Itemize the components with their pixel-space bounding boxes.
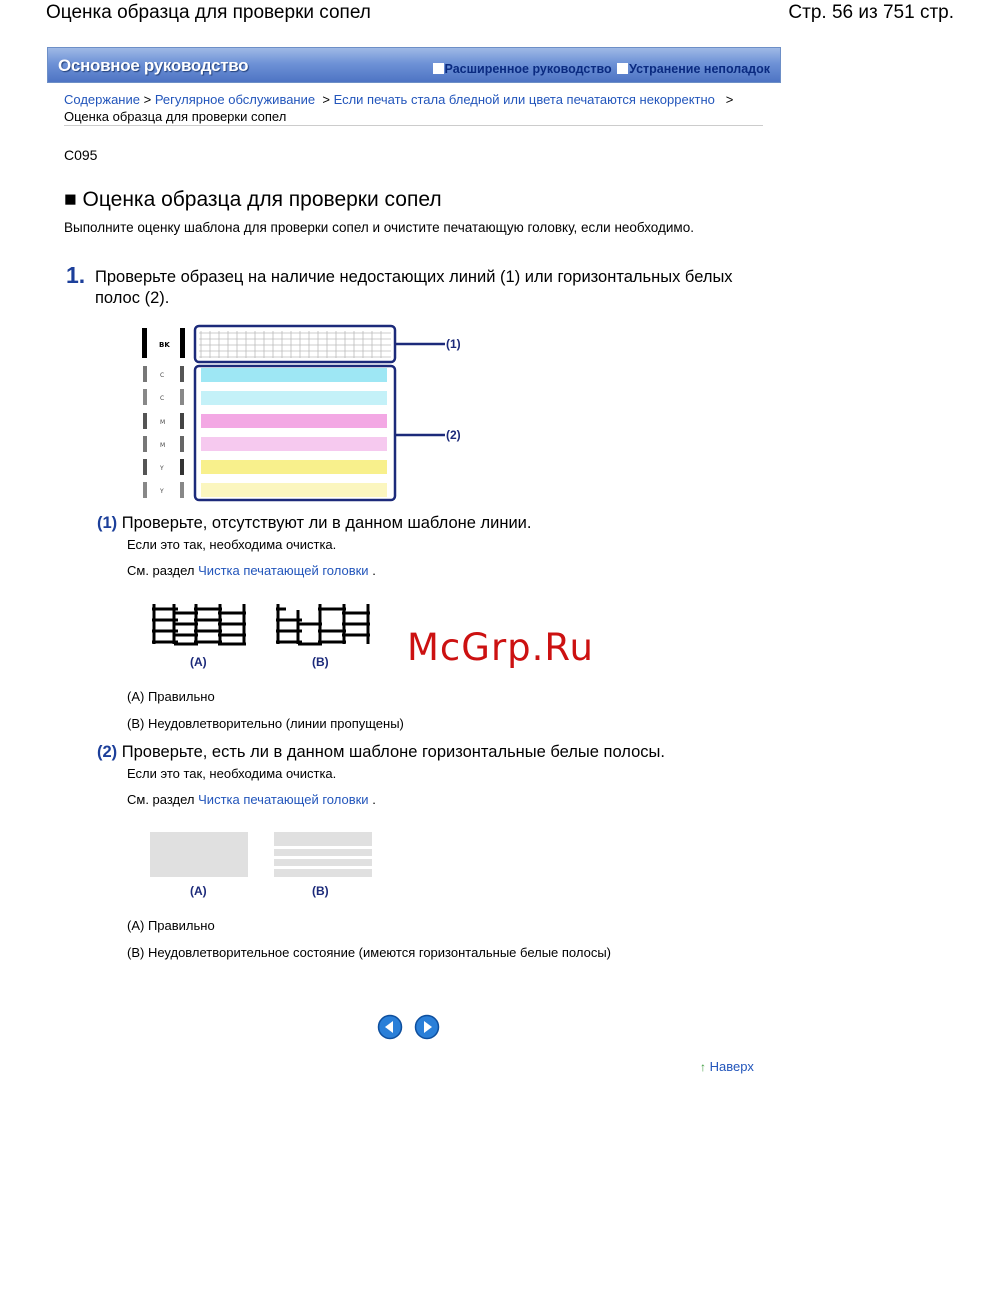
substep-2-heading [97, 743, 665, 762]
breadcrumb [64, 91, 764, 125]
back-to-top[interactable] [700, 1059, 754, 1074]
pattern-a-solid [150, 832, 248, 877]
breadcrumb-maintenance[interactable]: Регулярное обслуживание [154, 92, 316, 107]
pattern-b-banded [274, 832, 372, 877]
back-to-top-link[interactable]: Наверх [709, 1059, 754, 1074]
substep-note: Если это так, необходима очистка. [127, 766, 337, 781]
substep-text: Проверьте, есть ли в данном шаблоне горизонтальные белые полосы. [121, 743, 665, 761]
callout-label-1: (1) [446, 337, 461, 351]
step-number: 1. [66, 262, 86, 288]
figure-label-a: (A) [190, 884, 207, 898]
bk-marker-left [142, 328, 147, 358]
band-magenta-2 [201, 437, 387, 451]
pattern-b-missing [276, 604, 370, 644]
troubleshooting-link[interactable]: Устранение неполадок [629, 62, 770, 76]
callout-label-2: (2) [446, 428, 461, 442]
substep-number: (2) [97, 743, 118, 761]
watermark: McGrp.Ru [407, 626, 594, 669]
page-counter: Стр. 56 из 751 стр. [788, 2, 954, 23]
arrow-up-icon: ↑ [700, 1060, 706, 1074]
document-title: Оценка образца для проверки сопел [46, 2, 371, 23]
breadcrumb-sep: > [143, 92, 152, 107]
next-page-icon[interactable] [414, 1014, 440, 1040]
figure-label-a: (A) [190, 655, 207, 669]
see-suffix: . [372, 563, 376, 578]
row-label: M [160, 419, 166, 426]
breadcrumb-sep: > [725, 92, 734, 107]
page-title: ■ Оценка образца для проверки сопел [64, 188, 442, 211]
breadcrumb-current: Оценка образца для проверки сопел [64, 109, 287, 124]
advanced-guide-link[interactable]: Расширенное руководство [444, 62, 612, 76]
see-prefix: См. раздел [127, 563, 195, 578]
previous-page-icon[interactable] [377, 1014, 403, 1040]
row-label: M [160, 442, 166, 449]
square-bullet-icon [617, 63, 628, 74]
result-a: (A) Правильно [127, 689, 215, 704]
pattern-a-correct [152, 604, 246, 644]
square-bullet-icon [433, 63, 444, 74]
row-label: C [160, 372, 165, 379]
band-yellow-1 [201, 460, 387, 474]
row-label: Y [160, 465, 164, 472]
substep-number: (1) [97, 514, 118, 532]
figure-label-b: (B) [312, 884, 329, 898]
manual-navbar [47, 47, 781, 83]
band-magenta-1 [201, 414, 387, 428]
result-a: (A) Правильно [127, 918, 215, 933]
band-cyan-2 [201, 391, 387, 405]
see-suffix: . [372, 792, 376, 807]
breadcrumb-faded-print[interactable]: Если печать стала бледной или цвета печатаются некорректно [333, 92, 715, 107]
see-prefix: См. раздел [127, 792, 195, 807]
see-also [127, 563, 376, 578]
head-cleaning-link[interactable]: Чистка печатающей головки [198, 563, 369, 578]
section-code: C095 [64, 147, 98, 163]
line-pattern-figure [148, 600, 388, 672]
substep-note: Если это так, необходима очистка. [127, 537, 337, 552]
band-cyan-1 [201, 368, 387, 382]
head-cleaning-link[interactable]: Чистка печатающей головки [198, 792, 369, 807]
band-yellow-2 [201, 483, 387, 497]
substep-text: Проверьте, отсутствуют ли в данном шаблоне линии. [121, 514, 532, 532]
bk-marker-right [180, 328, 185, 358]
band-pattern-figure [148, 830, 388, 902]
nozzle-pattern-figure [135, 322, 475, 504]
row-label: Y [160, 488, 164, 495]
see-also [127, 792, 376, 807]
pattern-box-2 [195, 366, 395, 500]
row-label: C [160, 395, 165, 402]
basic-guide-tab[interactable]: Основное руководство [58, 56, 249, 75]
color-row-markers [143, 366, 184, 498]
substep-1-heading [97, 514, 531, 533]
breadcrumb-contents[interactable]: Содержание [64, 92, 140, 107]
result-b: (B) Неудовлетворительно (линии пропущены) [127, 716, 404, 731]
breadcrumb-sep: > [322, 92, 330, 107]
row-label: BK [159, 341, 170, 349]
divider [64, 125, 763, 126]
result-b: (B) Неудовлетворительное состояние (имеются горизонтальные белые полосы) [127, 945, 612, 960]
intro-text: Выполните оценку шаблона для проверки сопел и очистите печатающую головку, если необходимо. [64, 220, 694, 235]
step-text: Проверьте образец на наличие недостающих линий (1) или горизонтальных белых полос (2). [95, 268, 733, 307]
figure-label-b: (B) [312, 655, 329, 669]
